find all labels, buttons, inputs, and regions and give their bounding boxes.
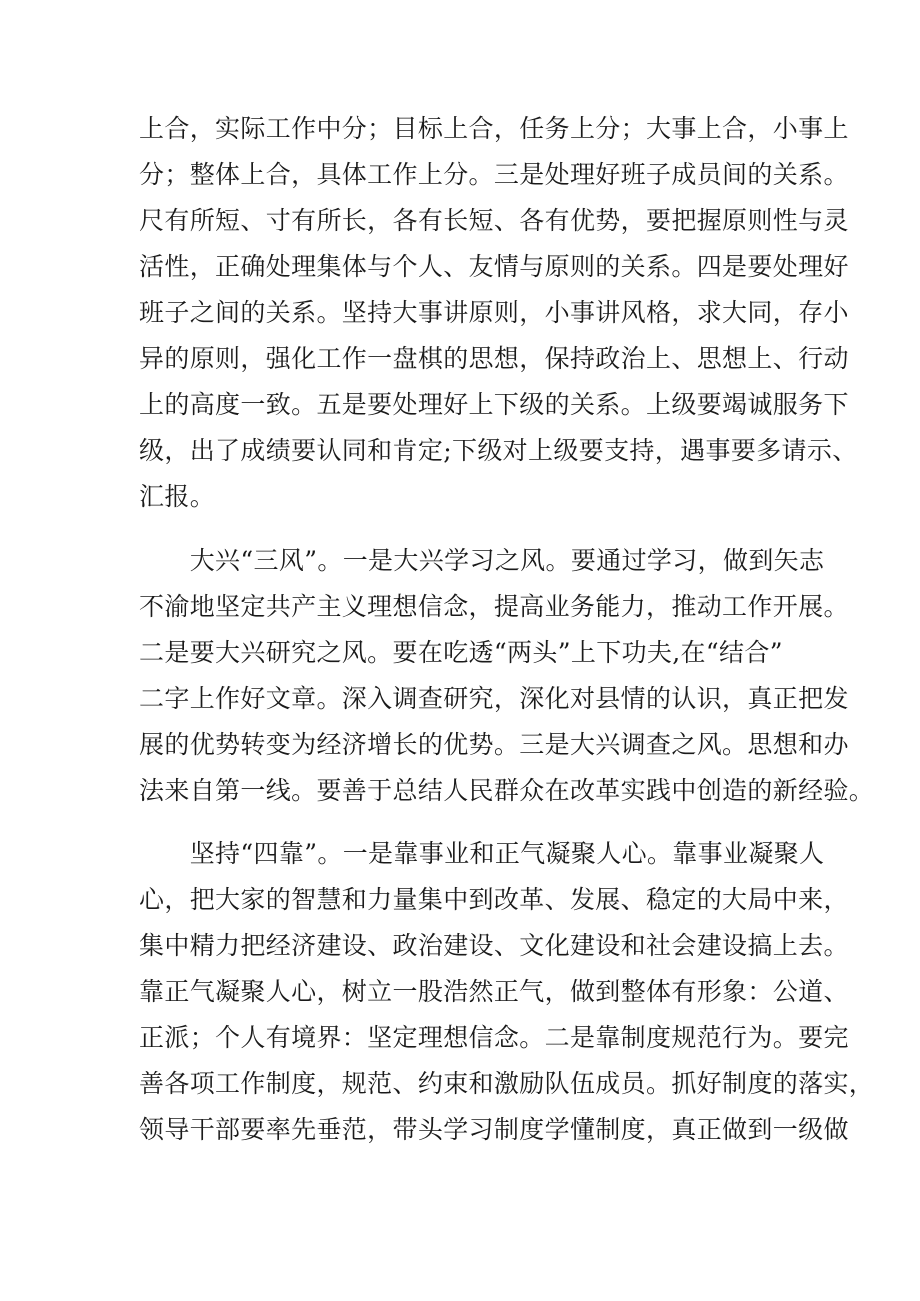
text-line: 大兴“三风”。一是大兴学习之风。要通过学习，做到矢志	[139, 546, 825, 575]
text-line: 心，把大家的智慧和力量集中到改革、发展、稳定的大局中来，	[139, 885, 849, 914]
text-line: 正派；个人有境界：坚定理想信念。二是靠制度规范行为。要完	[139, 1023, 849, 1052]
paragraph-3	[139, 831, 875, 1153]
text-line: 上合，实际工作中分；目标上合，任务上分；大事上合，小事上	[139, 114, 849, 143]
text-line: 二字上作好文章。深入调查研究，深化对县情的认识，真正把发	[139, 684, 849, 713]
text-line: 展的优势转变为经济增长的优势。三是大兴调查之风。思想和办	[139, 730, 849, 759]
text-line: 领导干部要率先垂范，带头学习制度学懂制度，真正做到一级做	[139, 1115, 849, 1144]
text-line: 不渝地坚定共产主义理想信念，提高业务能力，推动工作开展。	[139, 592, 849, 621]
text-line: 异的原则，强化工作一盘棋的思想，保持政治上、思想上、行动	[139, 344, 849, 373]
text-line: 上的高度一致。五是要处理好上下级的关系。上级要竭诚服务下	[139, 390, 849, 419]
text-line: 二是要大兴研究之风。要在吃透“两头”上下功夫,在“结合”	[139, 638, 783, 667]
text-line: 法来自第一线。要善于总结人民群众在改革实践中创造的新经验。	[139, 776, 875, 805]
text-line: 集中精力把经济建设、政治建设、文化建设和社会建设搞上去。	[139, 931, 849, 960]
text-line: 靠正气凝聚人心，树立一股浩然正气，做到整体有形象：公道、	[139, 977, 849, 1006]
text-line: 班子之间的关系。坚持大事讲原则，小事讲风格，求大同，存小	[139, 298, 849, 327]
text-line: 级，出了成绩要认同和肯定;下级对上级要支持，遇事要多请示、	[139, 436, 858, 465]
text-line: 分；整体上合，具体工作上分。三是处理好班子成员间的关系。	[139, 160, 849, 189]
text-line: 活性，正确处理集体与个人、友情与原则的关系。四是要处理好	[139, 252, 849, 281]
text-line: 善各项工作制度，规范、约束和激励队伍成员。抓好制度的落实，	[139, 1069, 875, 1098]
text-line: 尺有所短、寸有所长，各有长短、各有优势，要把握原则性与灵	[139, 206, 849, 235]
text-line: 坚持“四靠”。一是靠事业和正气凝聚人心。靠事业凝聚人	[139, 839, 825, 868]
text-line: 汇报。	[139, 482, 216, 511]
paragraph-2	[139, 538, 875, 814]
paragraph-1	[139, 106, 858, 520]
